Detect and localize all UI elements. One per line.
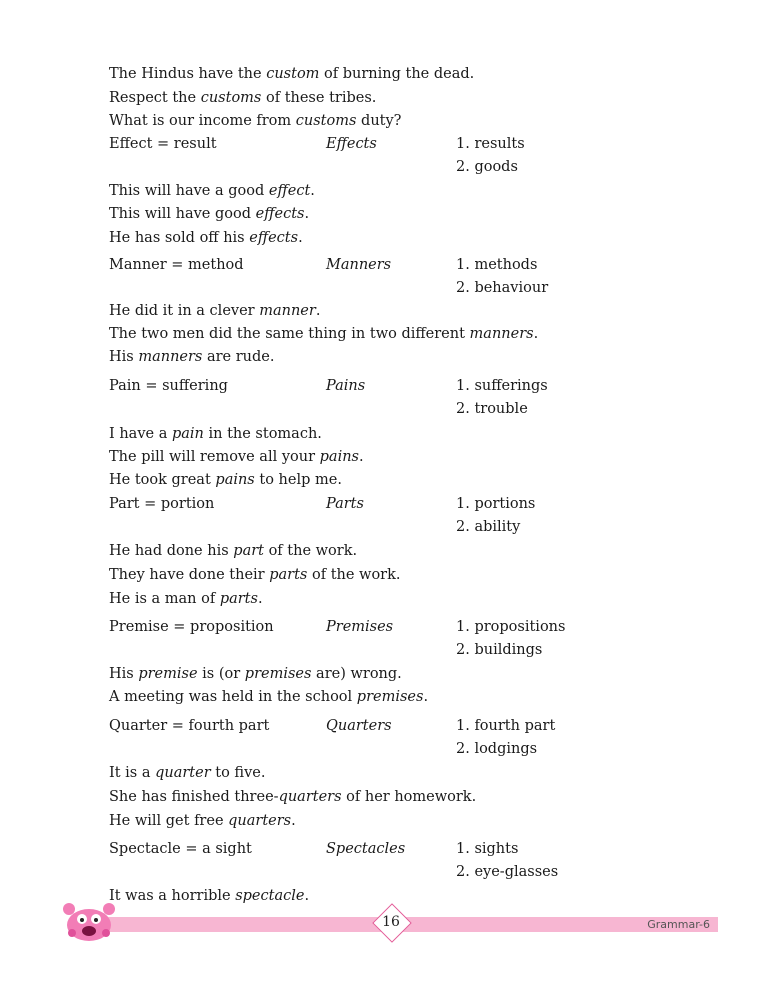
entry-meaning: 1. propositions	[456, 619, 566, 635]
example-sentence: He will get free quarters.	[109, 813, 296, 829]
book-title: Grammar-6	[647, 918, 710, 931]
entry-word: Premise = proposition	[109, 619, 274, 635]
example-sentence: The two men did the same thing in two different manners.	[109, 326, 539, 342]
entry-plural: Spectacles	[326, 841, 406, 857]
entry-word: Part = portion	[109, 496, 215, 512]
entry-meaning: 2. lodgings	[456, 741, 538, 757]
entry-meaning: 2. eye-glasses	[456, 864, 559, 880]
entry-plural: Manners	[326, 257, 392, 273]
entry-word: Spectacle = a sight	[109, 841, 252, 857]
example-sentence: It is a quarter to five.	[109, 765, 266, 781]
entry-word: Quarter = fourth part	[109, 718, 270, 734]
entry-meaning: 1. fourth part	[456, 718, 556, 734]
example-sentence: She has finished three-quarters of her homework.	[109, 789, 477, 805]
example-sentence: He has sold off his effects.	[109, 230, 303, 246]
entry-meaning: 1. portions	[456, 496, 536, 512]
page-number: 16	[382, 914, 400, 930]
example-sentence: He had done his part of the work.	[109, 543, 358, 559]
entry-meaning: 2. ability	[456, 519, 521, 535]
example-sentence: This will have a good effect.	[109, 183, 315, 199]
example-sentence: He did it in a clever manner.	[109, 303, 321, 319]
example-sentence: This will have good effects.	[109, 206, 310, 222]
entry-meaning: 1. sufferings	[456, 378, 548, 394]
entry-plural: Pains	[326, 378, 366, 394]
example-sentence: A meeting was held in the school premises.	[109, 689, 429, 705]
entry-word: Effect = result	[109, 136, 217, 152]
entry-meaning: 2. buildings	[456, 642, 543, 658]
example-sentence: The pill will remove all your pains.	[109, 449, 364, 465]
entry-word: Manner = method	[109, 257, 244, 273]
example-sentence: It was a horrible spectacle.	[109, 888, 310, 904]
entry-meaning: 2. behaviour	[456, 280, 549, 296]
example-sentence: His manners are rude.	[109, 349, 275, 365]
example-sentence: They have done their parts of the work.	[109, 567, 401, 583]
example-sentence: The Hindus have the custom of burning the dead.	[109, 66, 475, 82]
entry-plural: Effects	[326, 136, 377, 152]
example-sentence: He is a man of parts.	[109, 591, 263, 607]
entry-word: Pain = suffering	[109, 378, 228, 394]
entry-meaning: 1. sights	[456, 841, 519, 857]
entry-meaning: 2. trouble	[456, 401, 528, 417]
example-sentence: Respect the customs of these tribes.	[109, 90, 377, 106]
entry-meaning: 1. methods	[456, 257, 538, 273]
example-sentence: What is our income from customs duty?	[109, 113, 402, 129]
entry-plural: Quarters	[326, 718, 392, 734]
entry-meaning: 1. results	[456, 136, 525, 152]
entry-plural: Premises	[326, 619, 394, 635]
example-sentence: His premise is (or premises are) wrong.	[109, 666, 402, 682]
entry-meaning: 2. goods	[456, 159, 518, 175]
entry-plural: Parts	[326, 496, 364, 512]
example-sentence: He took great pains to help me.	[109, 472, 342, 488]
pink-monster-icon	[60, 895, 118, 943]
example-sentence: I have a pain in the stomach.	[109, 426, 322, 442]
